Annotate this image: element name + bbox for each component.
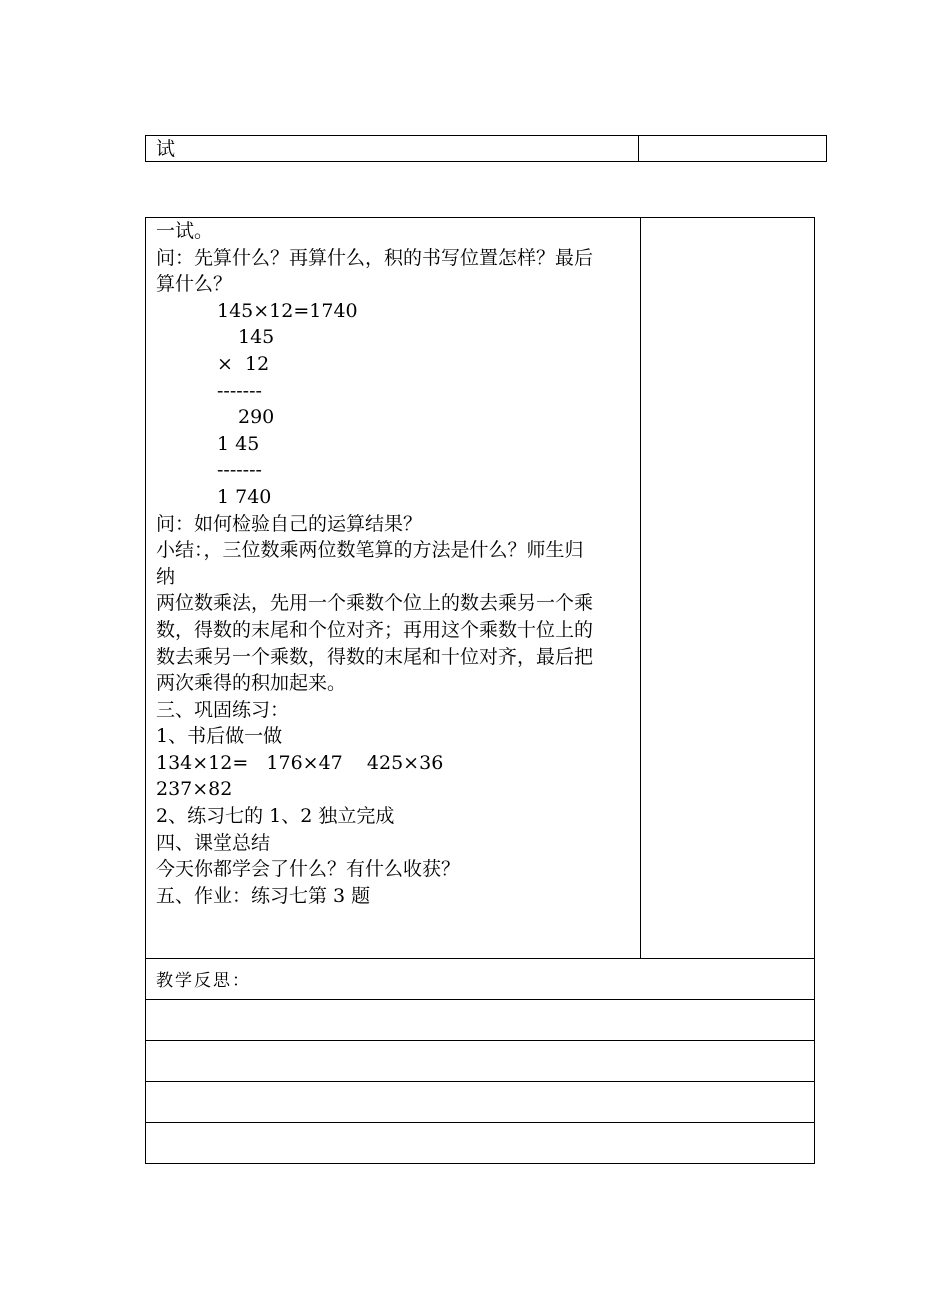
lesson-line: 问：先算什么？再算什么，积的书写位置怎样？最后: [156, 246, 594, 269]
lesson-line: 134×12= 176×47 425×36: [156, 751, 444, 774]
lesson-line: 145×12=1740: [217, 299, 358, 322]
lesson-line: 纳: [156, 565, 176, 588]
lesson-line: × 12: [217, 352, 270, 375]
lesson-line: 今天你都学会了什么？有什么收获？: [156, 858, 461, 881]
lesson-content-cell: [146, 218, 641, 959]
lesson-line: 四、课堂总结: [156, 831, 271, 854]
lesson-line: 两位数乘法，先用一个乘数个位上的数去乘另一个乘: [156, 592, 594, 615]
reflection-row-line: [146, 999, 814, 1000]
lesson-line: 290: [238, 406, 275, 429]
lesson-line: 小结：，三位数乘两位数笔算的方法是什么？师生归: [156, 539, 584, 562]
header-left-text: 试: [156, 138, 176, 160]
header-table: [145, 135, 827, 162]
lesson-line: 两次乘得的积加起来。: [156, 672, 347, 695]
lesson-line: 数，得数的末尾和个位对齐；再用这个乘数十位上的: [156, 618, 594, 641]
lesson-line: 五、作业：练习七第 3 题: [156, 884, 371, 907]
lesson-line: 一试。: [156, 220, 214, 242]
lesson-line: 237×82: [156, 778, 233, 801]
lesson-line: -------: [217, 459, 262, 482]
reflection-row-line: [146, 1081, 814, 1082]
lesson-line: 145: [238, 326, 275, 349]
lesson-text-block: [156, 218, 636, 909]
lesson-line: 问：如何检验自己的运算结果？: [156, 512, 423, 535]
lesson-line: 2、练习七的 1、2 独立完成: [156, 805, 395, 828]
lesson-line: -------: [217, 379, 262, 402]
lesson-line: 1、书后做一做: [156, 725, 283, 748]
reflection-label: 教学反思：: [156, 971, 251, 991]
reflection-row-line: [146, 1040, 814, 1041]
divider-line: [146, 958, 814, 959]
lesson-line: 数去乘另一个乘数，得数的末尾和十位对齐，最后把: [156, 645, 594, 668]
lesson-line: 算什么？: [156, 273, 233, 296]
header-left-cell: [146, 136, 639, 161]
lesson-table: [145, 217, 815, 1164]
lesson-line: 1 740: [217, 485, 272, 508]
reflection-row-line: [146, 1122, 814, 1123]
lesson-line: 1 45: [217, 432, 260, 455]
lesson-line: 三、巩固练习：: [156, 698, 290, 721]
